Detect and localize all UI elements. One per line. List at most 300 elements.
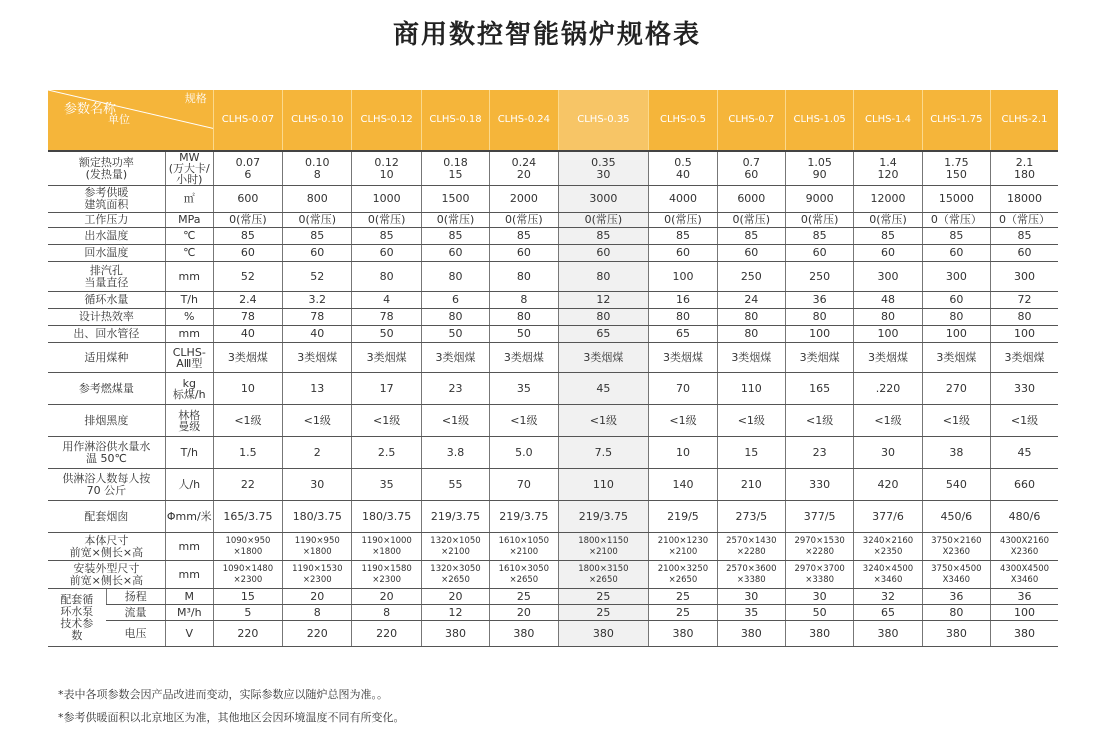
value-cell: 85 — [649, 228, 717, 245]
pump-row-label: 流量 — [106, 605, 165, 621]
value-cell: 110 — [717, 373, 785, 405]
value-cell: 25 — [649, 589, 717, 605]
value-cell: <1级 — [649, 405, 717, 437]
table-row — [48, 326, 1058, 343]
table-row — [48, 309, 1058, 326]
value-cell: 0.35 30 — [558, 151, 649, 186]
row-unit: MW (万大卡/小时) — [165, 151, 213, 186]
value-cell: 100 — [785, 326, 853, 343]
value-cell: 300 — [854, 262, 922, 292]
value-cell: 10 — [213, 373, 282, 405]
row-unit: kg 标煤/h — [165, 373, 213, 405]
value-cell: 60 — [922, 292, 990, 309]
value-cell: 30 — [785, 589, 853, 605]
table-row — [48, 262, 1058, 292]
value-cell: 23 — [421, 373, 489, 405]
value-cell: 1800×3150 ×2650 — [558, 561, 649, 589]
value-cell: 50 — [490, 326, 558, 343]
value-cell: 60 — [649, 245, 717, 262]
value-cell: 220 — [213, 621, 282, 647]
value-cell: 60 — [558, 245, 649, 262]
table-row — [48, 228, 1058, 245]
row-unit: 林格 曼级 — [165, 405, 213, 437]
value-cell: 380 — [854, 621, 922, 647]
value-cell: <1级 — [421, 405, 489, 437]
value-cell: 219/5 — [649, 501, 717, 533]
row-unit: ㎡ — [165, 186, 213, 213]
value-cell: 380 — [490, 621, 558, 647]
value-cell: 18000 — [991, 186, 1058, 213]
value-cell: 0(常压) — [717, 213, 785, 228]
value-cell: 80 — [490, 309, 558, 326]
value-cell: 25 — [558, 605, 649, 621]
value-cell: 380 — [421, 621, 489, 647]
model-header-cell: CLHS-0.07 — [213, 90, 282, 151]
value-cell: 52 — [283, 262, 352, 292]
value-cell: 60 — [352, 245, 421, 262]
value-cell: 0.24 20 — [490, 151, 558, 186]
model-header-cell: CLHS-1.75 — [922, 90, 990, 151]
value-cell: 219/3.75 — [421, 501, 489, 533]
value-cell: 600 — [213, 186, 282, 213]
table-row — [48, 151, 1058, 186]
value-cell: 0(常压) — [649, 213, 717, 228]
value-cell: <1级 — [352, 405, 421, 437]
footnote-1: *表中各项参数会因产品改进而变动，实际参数应以随炉总图为准。。 — [58, 688, 388, 701]
value-cell: 8 — [490, 292, 558, 309]
value-cell: 85 — [854, 228, 922, 245]
value-cell: 15 — [717, 437, 785, 469]
value-cell: 2970×1530 ×2280 — [785, 533, 853, 561]
value-cell: 15000 — [922, 186, 990, 213]
value-cell: 1.5 — [213, 437, 282, 469]
value-cell: 0.7 60 — [717, 151, 785, 186]
value-cell: 1000 — [352, 186, 421, 213]
value-cell: 273/5 — [717, 501, 785, 533]
pump-table-row — [48, 589, 1058, 605]
value-cell: <1级 — [717, 405, 785, 437]
value-cell: 165/3.75 — [213, 501, 282, 533]
table-row — [48, 533, 1058, 561]
value-cell: 60 — [421, 245, 489, 262]
model-header-cell: CLHS-2.1 — [991, 90, 1058, 151]
value-cell: 0(常压) — [854, 213, 922, 228]
row-label: 额定热功率 (发热量) — [48, 151, 165, 186]
value-cell: 78 — [352, 309, 421, 326]
value-cell: 78 — [283, 309, 352, 326]
value-cell: 85 — [490, 228, 558, 245]
value-cell: 30 — [283, 469, 352, 501]
value-cell: <1级 — [490, 405, 558, 437]
value-cell: 100 — [854, 326, 922, 343]
value-cell: 9000 — [785, 186, 853, 213]
value-cell: 5 — [213, 605, 282, 621]
value-cell: 80 — [717, 326, 785, 343]
value-cell: 60 — [283, 245, 352, 262]
table-row — [48, 343, 1058, 373]
value-cell: 380 — [649, 621, 717, 647]
value-cell: 1190×1580 ×2300 — [352, 561, 421, 589]
value-cell: <1级 — [283, 405, 352, 437]
value-cell: 80 — [558, 309, 649, 326]
value-cell: 20 — [352, 589, 421, 605]
value-cell: 80 — [558, 262, 649, 292]
value-cell: 10 — [649, 437, 717, 469]
value-cell: <1级 — [922, 405, 990, 437]
value-cell: 0.18 15 — [421, 151, 489, 186]
table-row — [48, 501, 1058, 533]
row-label: 供淋浴人数每人按 70 公斤 — [48, 469, 165, 501]
spec-table — [48, 90, 1058, 647]
value-cell: 80 — [421, 309, 489, 326]
value-cell: 1610×1050 ×2100 — [490, 533, 558, 561]
table-row — [48, 245, 1058, 262]
value-cell: 0（常压） — [991, 213, 1058, 228]
value-cell: 0(常压) — [785, 213, 853, 228]
unit-column-label: 单位 — [108, 113, 130, 126]
value-cell: 0(常压) — [352, 213, 421, 228]
value-cell: 270 — [922, 373, 990, 405]
value-cell: 3类烟煤 — [717, 343, 785, 373]
value-cell: 85 — [991, 228, 1058, 245]
row-label: 循环水量 — [48, 292, 165, 309]
value-cell: 55 — [421, 469, 489, 501]
row-label: 参考燃煤量 — [48, 373, 165, 405]
value-cell: 3.8 — [421, 437, 489, 469]
value-cell: 3240×4500 ×3460 — [854, 561, 922, 589]
model-header-cell: CLHS-0.35 — [558, 90, 649, 151]
value-cell: 12000 — [854, 186, 922, 213]
value-cell: 3类烟煤 — [283, 343, 352, 373]
pump-row-unit: V — [165, 621, 213, 647]
value-cell: 220 — [352, 621, 421, 647]
value-cell: 50 — [352, 326, 421, 343]
value-cell: 1610×3050 ×2650 — [490, 561, 558, 589]
value-cell: <1级 — [558, 405, 649, 437]
table-row — [48, 213, 1058, 228]
value-cell: 300 — [991, 262, 1058, 292]
value-cell: 60 — [213, 245, 282, 262]
value-cell: 35 — [352, 469, 421, 501]
value-cell: 3类烟煤 — [352, 343, 421, 373]
table-row — [48, 186, 1058, 213]
value-cell: 65 — [649, 326, 717, 343]
value-cell: 4000 — [649, 186, 717, 213]
value-cell: 1.4 120 — [854, 151, 922, 186]
value-cell: 180/3.75 — [283, 501, 352, 533]
value-cell: 80 — [490, 262, 558, 292]
value-cell: 2100×3250 ×2650 — [649, 561, 717, 589]
header-corner-cell — [48, 90, 213, 151]
value-cell: 3000 — [558, 186, 649, 213]
value-cell: 1090×950 ×1800 — [213, 533, 282, 561]
value-cell: 3类烟煤 — [649, 343, 717, 373]
value-cell: .220 — [854, 373, 922, 405]
row-label: 设计热效率 — [48, 309, 165, 326]
table-row — [48, 373, 1058, 405]
value-cell: 36 — [785, 292, 853, 309]
row-label: 出、回水管径 — [48, 326, 165, 343]
value-cell: 0.10 8 — [283, 151, 352, 186]
value-cell: 100 — [922, 326, 990, 343]
model-header-cell: CLHS-0.7 — [717, 90, 785, 151]
value-cell: 60 — [854, 245, 922, 262]
value-cell: 80 — [854, 309, 922, 326]
table-header-row — [48, 90, 1058, 151]
value-cell: 330 — [991, 373, 1058, 405]
row-unit: ℃ — [165, 245, 213, 262]
value-cell: 16 — [649, 292, 717, 309]
value-cell: 85 — [352, 228, 421, 245]
value-cell: 7.5 — [558, 437, 649, 469]
value-cell: 20 — [283, 589, 352, 605]
value-cell: 35 — [490, 373, 558, 405]
value-cell: 4300X2160 X2360 — [991, 533, 1058, 561]
value-cell: 80 — [421, 262, 489, 292]
value-cell: 1190×1000 ×1800 — [352, 533, 421, 561]
value-cell: 23 — [785, 437, 853, 469]
value-cell: 165 — [785, 373, 853, 405]
value-cell: 13 — [283, 373, 352, 405]
value-cell: 12 — [421, 605, 489, 621]
value-cell: 219/3.75 — [558, 501, 649, 533]
value-cell: 480/6 — [991, 501, 1058, 533]
value-cell: 80 — [785, 309, 853, 326]
value-cell: 0(常压) — [490, 213, 558, 228]
value-cell: 1500 — [421, 186, 489, 213]
value-cell: 2.1 180 — [991, 151, 1058, 186]
value-cell: 3类烟煤 — [991, 343, 1058, 373]
value-cell: 800 — [283, 186, 352, 213]
value-cell: 250 — [717, 262, 785, 292]
value-cell: 85 — [717, 228, 785, 245]
value-cell: 2570×1430 ×2280 — [717, 533, 785, 561]
value-cell: 65 — [854, 605, 922, 621]
value-cell: 20 — [490, 605, 558, 621]
pump-group-label: 配套循 环水泵 技术参 数 — [48, 589, 106, 647]
value-cell: 22 — [213, 469, 282, 501]
row-unit: mm — [165, 533, 213, 561]
value-cell: 17 — [352, 373, 421, 405]
value-cell: 40 — [283, 326, 352, 343]
pump-row-label: 扬程 — [106, 589, 165, 605]
value-cell: 380 — [785, 621, 853, 647]
value-cell: 12 — [558, 292, 649, 309]
value-cell: 2 — [283, 437, 352, 469]
model-header-cell: CLHS-0.24 — [490, 90, 558, 151]
value-cell: 220 — [283, 621, 352, 647]
row-label: 排烟黑度 — [48, 405, 165, 437]
value-cell: 80 — [717, 309, 785, 326]
table-row — [48, 469, 1058, 501]
model-header-cell: CLHS-1.05 — [785, 90, 853, 151]
model-header-cell: CLHS-0.12 — [352, 90, 421, 151]
row-label: 工作压力 — [48, 213, 165, 228]
value-cell: 300 — [922, 262, 990, 292]
value-cell: 52 — [213, 262, 282, 292]
pump-table-row — [48, 621, 1058, 647]
value-cell: 540 — [922, 469, 990, 501]
value-cell: 1320×1050 ×2100 — [421, 533, 489, 561]
value-cell: 80 — [922, 605, 990, 621]
value-cell: 1090×1480 ×2300 — [213, 561, 282, 589]
value-cell: 3240×2160 ×2350 — [854, 533, 922, 561]
value-cell: <1级 — [991, 405, 1058, 437]
value-cell: 0(常压) — [558, 213, 649, 228]
page-title: 商用数控智能锅炉规格表 — [392, 20, 701, 50]
row-label: 出水温度 — [48, 228, 165, 245]
row-label: 用作淋浴供水量水 温 50℃ — [48, 437, 165, 469]
value-cell: 50 — [421, 326, 489, 343]
value-cell: 80 — [649, 309, 717, 326]
model-header-cell: CLHS-0.18 — [421, 90, 489, 151]
param-name-label: 参数名称 — [64, 102, 117, 117]
value-cell: 2970×3700 ×3380 — [785, 561, 853, 589]
value-cell: <1级 — [854, 405, 922, 437]
value-cell: 32 — [854, 589, 922, 605]
value-cell: 3.2 — [283, 292, 352, 309]
value-cell: 8 — [283, 605, 352, 621]
value-cell: 1800×1150 ×2100 — [558, 533, 649, 561]
value-cell: 180/3.75 — [352, 501, 421, 533]
row-label: 安装外型尺寸 前宽×侧长×高 — [48, 561, 165, 589]
value-cell: 380 — [717, 621, 785, 647]
row-unit: MPa — [165, 213, 213, 228]
row-label: 本体尺寸 前宽×侧长×高 — [48, 533, 165, 561]
value-cell: 35 — [717, 605, 785, 621]
value-cell: 1.05 90 — [785, 151, 853, 186]
row-label: 参考供暖 建筑面积 — [48, 186, 165, 213]
row-unit: mm — [165, 326, 213, 343]
value-cell: 100 — [649, 262, 717, 292]
value-cell: 140 — [649, 469, 717, 501]
value-cell: 4300X4500 X3460 — [991, 561, 1058, 589]
value-cell: 70 — [649, 373, 717, 405]
value-cell: 2100×1230 ×2100 — [649, 533, 717, 561]
value-cell: 3类烟煤 — [785, 343, 853, 373]
value-cell: <1级 — [213, 405, 282, 437]
value-cell: 100 — [991, 326, 1058, 343]
value-cell: 2.5 — [352, 437, 421, 469]
value-cell: 0（常压） — [922, 213, 990, 228]
value-cell: 15 — [213, 589, 282, 605]
value-cell: 25 — [558, 589, 649, 605]
value-cell: 24 — [717, 292, 785, 309]
value-cell: 8 — [352, 605, 421, 621]
value-cell: 4 — [352, 292, 421, 309]
value-cell: 100 — [991, 605, 1058, 621]
value-cell: 250 — [785, 262, 853, 292]
value-cell: 3类烟煤 — [490, 343, 558, 373]
value-cell: 1320×3050 ×2650 — [421, 561, 489, 589]
value-cell: 40 — [213, 326, 282, 343]
value-cell: 80 — [352, 262, 421, 292]
value-cell: 3750×2160 X2360 — [922, 533, 990, 561]
model-header-cell: CLHS-0.10 — [283, 90, 352, 151]
value-cell: 3类烟煤 — [558, 343, 649, 373]
value-cell: 2570×3600 ×3380 — [717, 561, 785, 589]
row-label: 适用煤种 — [48, 343, 165, 373]
value-cell: 5.0 — [490, 437, 558, 469]
value-cell: 38 — [922, 437, 990, 469]
value-cell: 65 — [558, 326, 649, 343]
value-cell: 3类烟煤 — [854, 343, 922, 373]
value-cell: 48 — [854, 292, 922, 309]
value-cell: 78 — [213, 309, 282, 326]
value-cell: 330 — [785, 469, 853, 501]
value-cell: 0(常压) — [283, 213, 352, 228]
value-cell: 85 — [213, 228, 282, 245]
value-cell: 450/6 — [922, 501, 990, 533]
value-cell: 6 — [421, 292, 489, 309]
value-cell: 219/3.75 — [490, 501, 558, 533]
value-cell: 3750×4500 X3460 — [922, 561, 990, 589]
value-cell: 0.5 40 — [649, 151, 717, 186]
value-cell: 60 — [785, 245, 853, 262]
spec-column-label: 规格 — [184, 92, 207, 105]
value-cell: 60 — [991, 245, 1058, 262]
value-cell: 3类烟煤 — [421, 343, 489, 373]
value-cell: 110 — [558, 469, 649, 501]
value-cell: 0(常压) — [213, 213, 282, 228]
value-cell: 36 — [922, 589, 990, 605]
row-label: 排汽孔 当量直径 — [48, 262, 165, 292]
value-cell: 0.12 10 — [352, 151, 421, 186]
value-cell: 377/6 — [854, 501, 922, 533]
value-cell: 210 — [717, 469, 785, 501]
value-cell: 380 — [922, 621, 990, 647]
value-cell: 25 — [490, 589, 558, 605]
value-cell: 80 — [922, 309, 990, 326]
value-cell: 60 — [490, 245, 558, 262]
value-cell: 377/5 — [785, 501, 853, 533]
value-cell: 3类烟煤 — [922, 343, 990, 373]
value-cell: 2000 — [490, 186, 558, 213]
value-cell: 30 — [854, 437, 922, 469]
table-row — [48, 437, 1058, 469]
table-row — [48, 292, 1058, 309]
value-cell: 85 — [283, 228, 352, 245]
model-header-cell: CLHS-1.4 — [854, 90, 922, 151]
value-cell: 70 — [490, 469, 558, 501]
row-unit: % — [165, 309, 213, 326]
value-cell: 6000 — [717, 186, 785, 213]
value-cell: 72 — [991, 292, 1058, 309]
row-unit: mm — [165, 561, 213, 589]
row-unit: T/h — [165, 437, 213, 469]
value-cell: 85 — [421, 228, 489, 245]
value-cell: 660 — [991, 469, 1058, 501]
table-row — [48, 405, 1058, 437]
value-cell: 0(常压) — [421, 213, 489, 228]
row-unit: mm — [165, 262, 213, 292]
value-cell: 0.07 6 — [213, 151, 282, 186]
pump-table-row — [48, 605, 1058, 621]
pump-row-unit: M — [165, 589, 213, 605]
value-cell: 1.75 150 — [922, 151, 990, 186]
row-unit: T/h — [165, 292, 213, 309]
row-unit: ℃ — [165, 228, 213, 245]
value-cell: <1级 — [785, 405, 853, 437]
value-cell: 60 — [922, 245, 990, 262]
pump-row-unit: M³/h — [165, 605, 213, 621]
value-cell: 3类烟煤 — [213, 343, 282, 373]
model-header-cell: CLHS-0.5 — [649, 90, 717, 151]
value-cell: 45 — [991, 437, 1058, 469]
value-cell: 380 — [558, 621, 649, 647]
value-cell: 25 — [649, 605, 717, 621]
row-unit: Φmm/米 — [165, 501, 213, 533]
